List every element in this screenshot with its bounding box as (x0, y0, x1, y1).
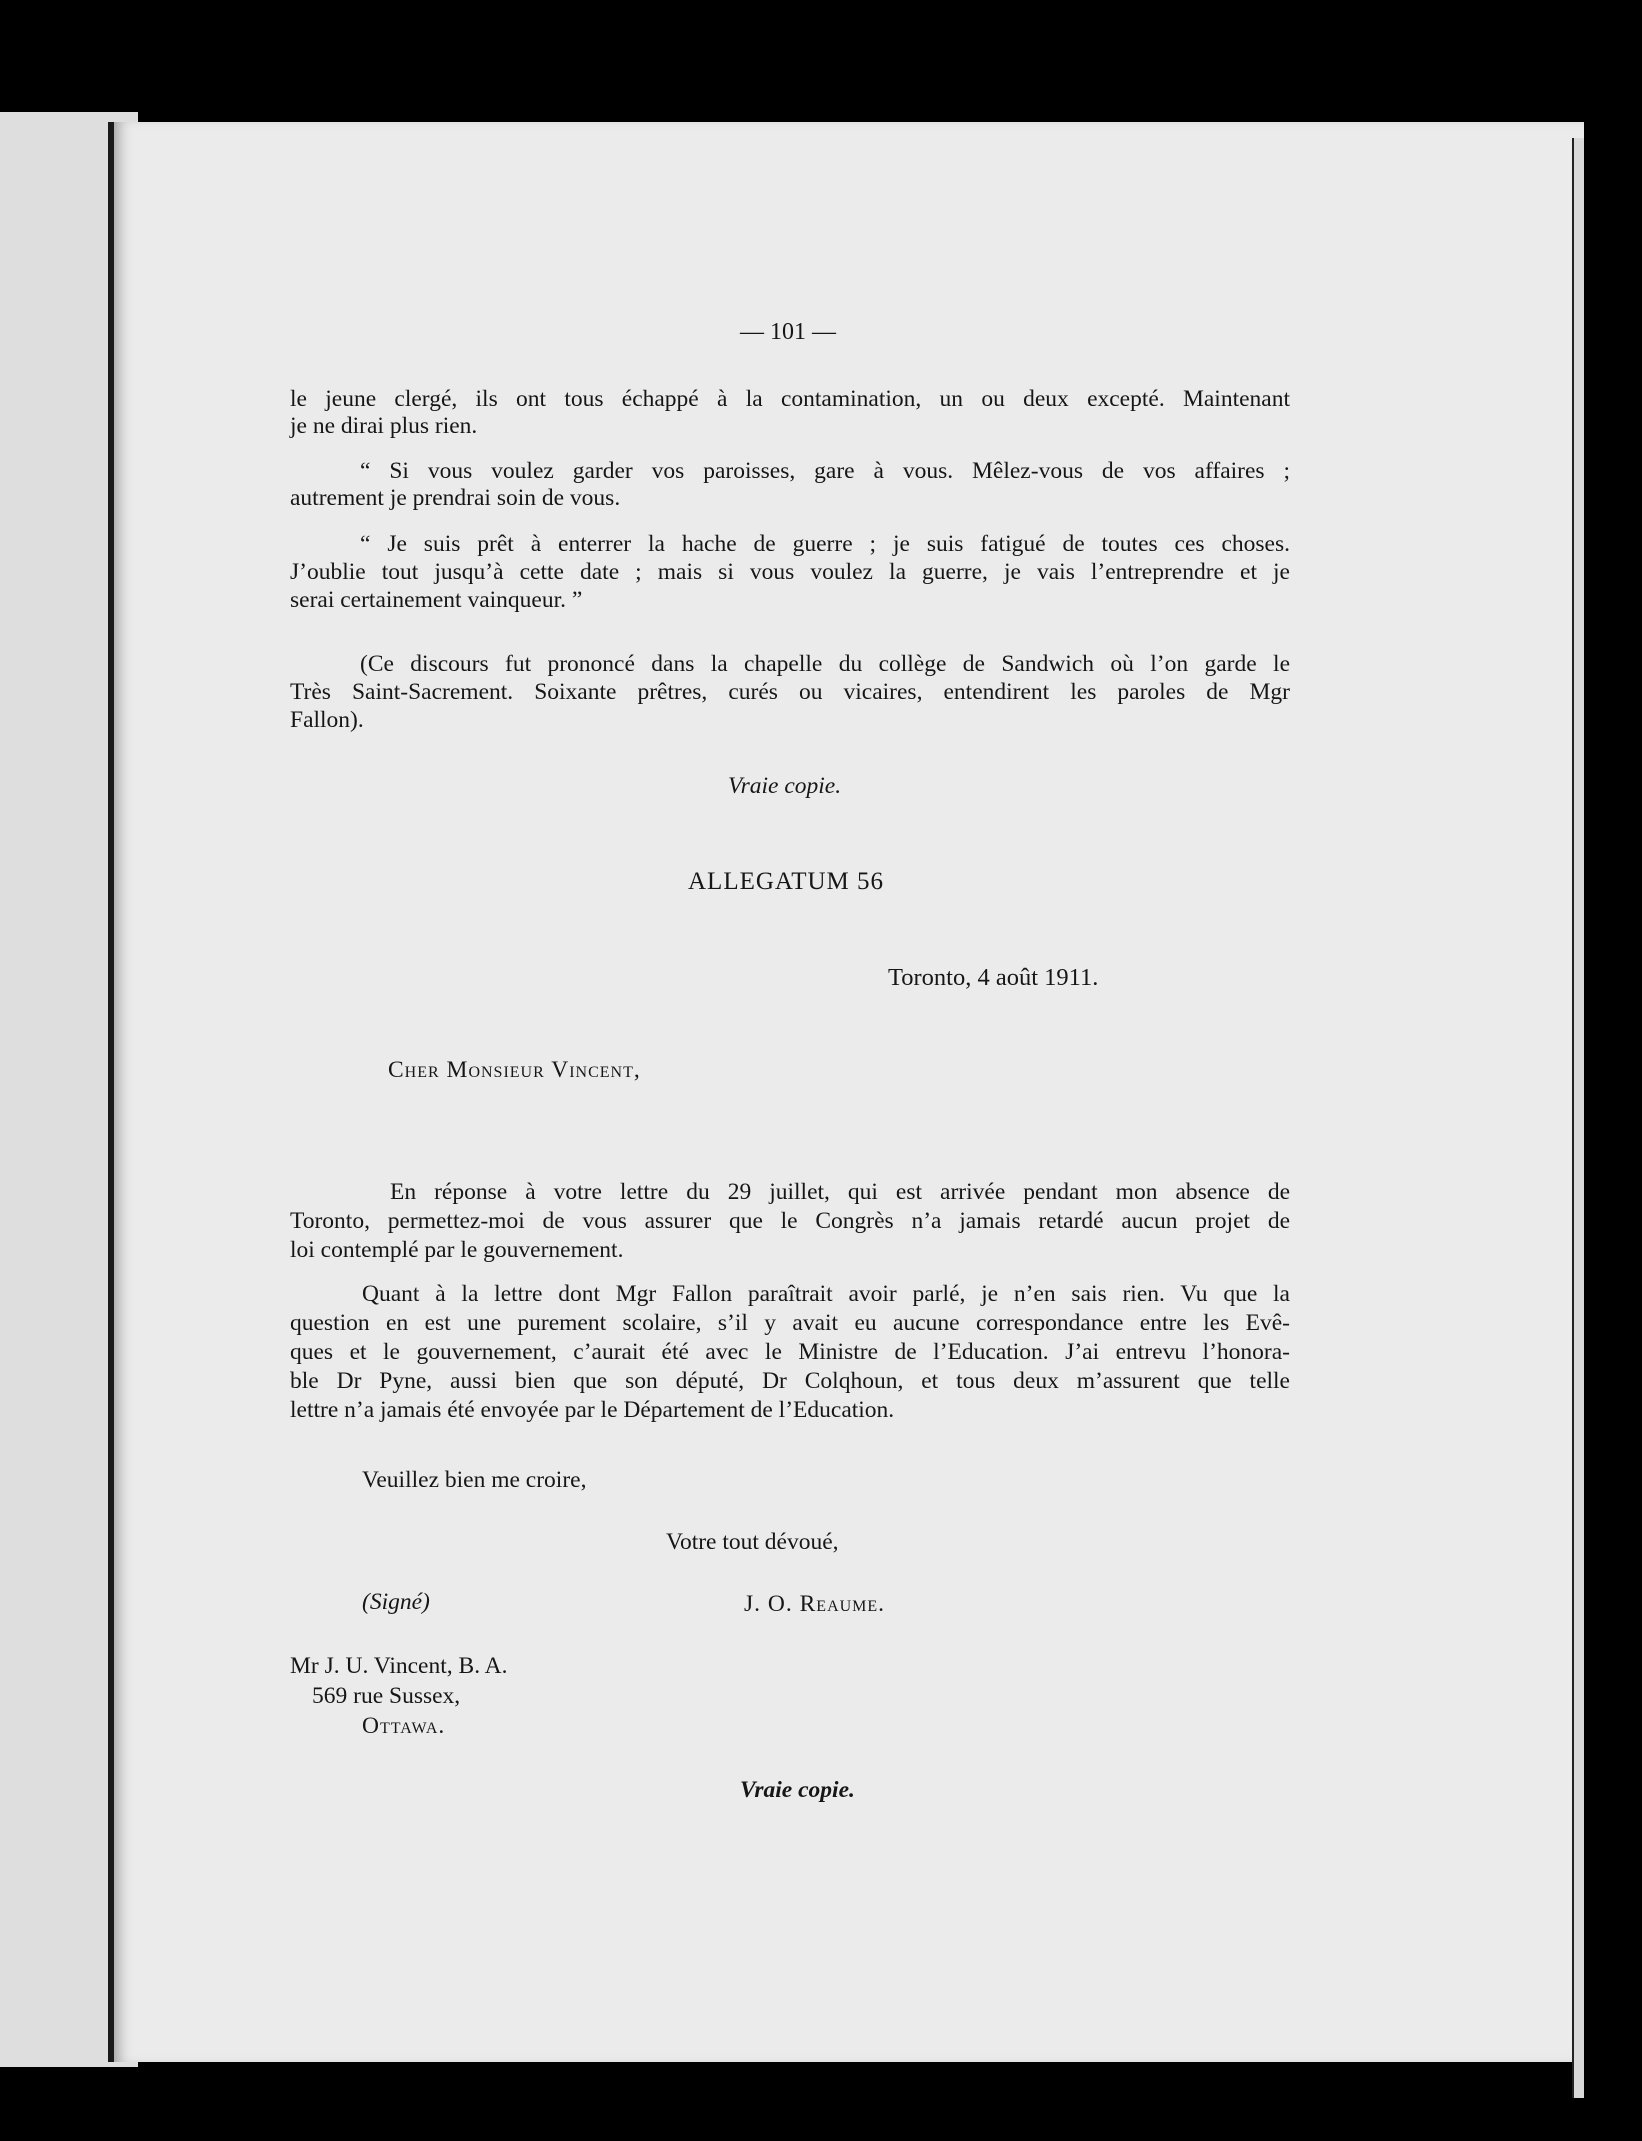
opening-line-2: je ne dirai plus rien. (290, 413, 478, 439)
note-line-1: (Ce discours fut prononcé dans la chapelle du collège de Sandwich où l’on garde le (360, 651, 1290, 677)
page-number: — 101 — (740, 319, 836, 345)
address-line-2: 569 rue Sussex, (312, 1683, 461, 1709)
salutation: Cher Monsieur Vincent, (388, 1057, 641, 1083)
opening-line-1: le jeune clergé, ils ont tous échappé à la contamination, un ou deux excepté. Maintenant (290, 386, 1290, 412)
para2-line-2: question en est une purement scolaire, s’il y avait eu aucune correspondance entre les Evê- (290, 1310, 1290, 1336)
address-line-3: Ottawa. (362, 1713, 446, 1739)
vraie-copie-2: Vraie copie. (740, 1777, 855, 1803)
note-line-3: Fallon). (290, 707, 364, 733)
para1-line-3: loi contemplé par le gouvernement. (290, 1237, 624, 1263)
valediction: Votre tout dévoué, (666, 1529, 839, 1555)
page-right-edge (1572, 138, 1584, 2098)
para2-line-5: lettre n’a jamais été envoyée par le Département de l’Education. (290, 1397, 895, 1423)
note-line-2: Très Saint-Sacrement. Soixante prêtres, curés ou vicaires, entendirent les paroles de Mgr (290, 679, 1290, 705)
closing-line: Veuillez bien me croire, (362, 1467, 587, 1493)
para1-line-1: En réponse à votre lettre du 29 juillet, qui est arrivée pendant mon absence de (390, 1179, 1290, 1205)
letter-date: Toronto, 4 août 1911. (888, 964, 1099, 991)
address-line-1: Mr J. U. Vincent, B. A. (290, 1653, 508, 1679)
para2-line-3: ques et le gouvernement, c’aurait été avec le Ministre de l’Education. J’ai entrevu l’honora- (290, 1339, 1290, 1365)
quote2-line-2: J’oublie tout jusqu’à cette date ; mais si vous voulez la guerre, je vais l’entreprendre et je (290, 559, 1290, 585)
para2-line-1: Quant à la lettre dont Mgr Fallon paraîtrait avoir parlé, je n’en sais rien. Vu que la (362, 1281, 1290, 1307)
quote2-line-3: serai certainement vainqueur. ” (290, 587, 583, 613)
signature: J. O. Reaume. (744, 1591, 886, 1617)
para2-line-4: ble Dr Pyne, aussi bien que son député, Dr Colqhoun, et tous deux m’assurent que telle (290, 1368, 1290, 1394)
signed-label: (Signé) (362, 1589, 430, 1615)
quote2-line-1: “ Je suis prêt à enterrer la hache de guerre ; je suis fatigué de toutes ces choses. (360, 531, 1290, 557)
para1-line-2: Toronto, permettez-moi de vous assurer que le Congrès n’a jamais retardé aucun projet de (290, 1208, 1290, 1234)
quote1-line-2: autrement je prendrai soin de vous. (290, 485, 621, 511)
quote1-line-1: “ Si vous voulez garder vos paroisses, gare à vous. Mêlez-vous de vos affaires ; (360, 458, 1290, 484)
allegatum-heading: ALLEGATUM 56 (688, 868, 885, 895)
vraie-copie-1: Vraie copie. (728, 773, 842, 799)
